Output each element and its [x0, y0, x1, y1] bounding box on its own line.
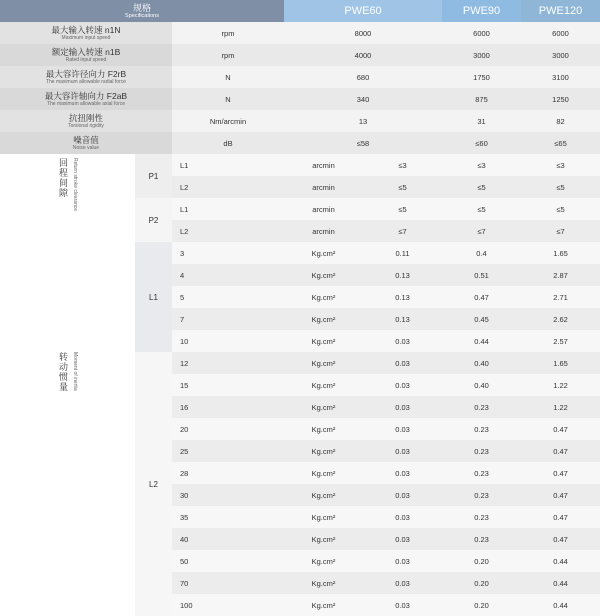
backlash-unit: arcmin	[284, 198, 363, 220]
inertia-value: 2.71	[521, 286, 600, 308]
inertia-value: 0.23	[442, 396, 521, 418]
spec-row-label-en: The maximum allowable radial force	[45, 79, 127, 85]
inertia-value: 0.23	[442, 506, 521, 528]
backlash-value: ≤3	[442, 154, 521, 176]
inertia-value: 2.87	[521, 264, 600, 286]
backlash-label-zh: 回程间隙	[58, 158, 68, 198]
backlash-value: ≤5	[521, 176, 600, 198]
inertia-value: 0.45	[442, 308, 521, 330]
inertia-ratio: 12	[172, 352, 284, 374]
inertia-value: 0.03	[363, 330, 442, 352]
inertia-unit: Kg.cm²	[284, 374, 363, 396]
inertia-unit: Kg.cm²	[284, 462, 363, 484]
inertia-unit: Kg.cm²	[284, 330, 363, 352]
inertia-value: 0.03	[363, 462, 442, 484]
backlash-value: ≤7	[521, 220, 600, 242]
backlash-level: L1	[172, 198, 284, 220]
inertia-value: 0.51	[442, 264, 521, 286]
inertia-section-label	[0, 242, 135, 616]
inertia-value: 0.47	[521, 484, 600, 506]
inertia-ratio: 100	[172, 594, 284, 616]
inertia-value: 0.23	[442, 462, 521, 484]
inertia-value: 0.20	[442, 550, 521, 572]
spec-row-value: 4000	[284, 44, 442, 66]
spec-row-unit: Nm/arcmin	[172, 110, 284, 132]
spec-row-value: 13	[284, 110, 442, 132]
inertia-ratio: 5	[172, 286, 284, 308]
inertia-value: 0.23	[442, 418, 521, 440]
inertia-unit: Kg.cm²	[284, 242, 363, 264]
inertia-value: 0.44	[521, 550, 600, 572]
inertia-value: 1.65	[521, 352, 600, 374]
inertia-ratio: 30	[172, 484, 284, 506]
backlash-value: ≤5	[442, 176, 521, 198]
spec-row	[0, 110, 600, 132]
inertia-value: 0.03	[363, 594, 442, 616]
inertia-value: 0.13	[363, 308, 442, 330]
inertia-value: 1.65	[521, 242, 600, 264]
spec-row-unit: rpm	[172, 44, 284, 66]
inertia-value: 0.03	[363, 550, 442, 572]
backlash-label-wrap	[0, 158, 135, 211]
backlash-unit: arcmin	[284, 154, 363, 176]
inertia-value: 0.47	[521, 440, 600, 462]
spec-row-value: 3000	[442, 44, 521, 66]
spec-row-label-zh: 最大容许轴向力 F2aB	[44, 91, 128, 101]
backlash-value: ≤5	[442, 198, 521, 220]
inertia-ratio: 50	[172, 550, 284, 572]
spec-row-label	[0, 66, 172, 88]
inertia-ratio: 15	[172, 374, 284, 396]
spec-row-value: 3100	[521, 66, 600, 88]
inertia-value: 0.11	[363, 242, 442, 264]
backlash-label-en: Return stroke clearance	[72, 158, 78, 212]
inertia-unit: Kg.cm²	[284, 528, 363, 550]
inertia-value: 2.62	[521, 308, 600, 330]
inertia-value: 0.44	[521, 594, 600, 616]
spec-row-label	[0, 44, 172, 66]
backlash-value: ≤7	[363, 220, 442, 242]
inertia-ratio: 3	[172, 242, 284, 264]
backlash-value: ≤3	[521, 154, 600, 176]
inertia-unit: Kg.cm²	[284, 286, 363, 308]
spec-row-label-zh: 最大输入转速 n1N	[51, 25, 121, 35]
spec-row-label-zh: 噪音值	[73, 135, 99, 145]
inertia-group-label: L2	[135, 352, 172, 616]
inertia-value: 0.44	[521, 572, 600, 594]
inertia-ratio: 25	[172, 440, 284, 462]
spec-row-label-zh: 最大容许径向力 F2rB	[45, 69, 127, 79]
spec-row-value: 6000	[442, 22, 521, 44]
inertia-value: 0.47	[521, 528, 600, 550]
spec-row	[0, 44, 600, 66]
inertia-ratio: 35	[172, 506, 284, 528]
inertia-value: 0.47	[521, 418, 600, 440]
inertia-value: 0.03	[363, 506, 442, 528]
spec-row-unit: dB	[172, 132, 284, 154]
spec-row-value: 3000	[521, 44, 600, 66]
inertia-unit: Kg.cm²	[284, 550, 363, 572]
spec-row-value: ≤58	[284, 132, 442, 154]
backlash-row	[0, 154, 600, 176]
model-header-pwe120: PWE120	[521, 0, 600, 22]
inertia-unit: Kg.cm²	[284, 594, 363, 616]
inertia-value: 1.22	[521, 396, 600, 418]
inertia-unit: Kg.cm²	[284, 418, 363, 440]
spec-row-label-en: Rated input speed	[65, 57, 107, 63]
inertia-value: 2.57	[521, 330, 600, 352]
inertia-value: 0.03	[363, 418, 442, 440]
spec-row-value: 6000	[521, 22, 600, 44]
backlash-section-label	[0, 154, 135, 242]
inertia-ratio: 28	[172, 462, 284, 484]
inertia-unit: Kg.cm²	[284, 352, 363, 374]
inertia-value: 0.4	[442, 242, 521, 264]
spec-row-unit: N	[172, 66, 284, 88]
inertia-value: 0.23	[442, 440, 521, 462]
spec-row-label	[0, 132, 172, 154]
spec-row-value: ≤65	[521, 132, 600, 154]
backlash-level: L1	[172, 154, 284, 176]
inertia-ratio: 20	[172, 418, 284, 440]
inertia-label-zh: 转动惯量	[58, 352, 68, 392]
inertia-value: 0.44	[442, 330, 521, 352]
spec-row	[0, 132, 600, 154]
spec-row-value: 340	[284, 88, 442, 110]
inertia-value: 0.47	[442, 286, 521, 308]
backlash-unit: arcmin	[284, 176, 363, 198]
inertia-ratio: 16	[172, 396, 284, 418]
inertia-group-label: L1	[135, 242, 172, 352]
model-header-pwe90: PWE90	[442, 0, 521, 22]
inertia-row	[0, 242, 600, 264]
spec-row	[0, 22, 600, 44]
spec-row-label-zh: 抗扭刚性	[68, 113, 103, 123]
backlash-value: ≤5	[363, 198, 442, 220]
header-row	[0, 0, 600, 22]
inertia-value: 0.03	[363, 572, 442, 594]
spec-row-value: 1750	[442, 66, 521, 88]
inertia-value: 0.13	[363, 286, 442, 308]
spec-row-value: 31	[442, 110, 521, 132]
inertia-ratio: 4	[172, 264, 284, 286]
backlash-value: ≤5	[521, 198, 600, 220]
inertia-value: 0.47	[521, 462, 600, 484]
inertia-value: 0.47	[521, 506, 600, 528]
spec-row-value: ≤60	[442, 132, 521, 154]
inertia-unit: Kg.cm²	[284, 506, 363, 528]
inertia-ratio: 10	[172, 330, 284, 352]
backlash-group-label: P2	[135, 198, 172, 242]
inertia-value: 0.40	[442, 374, 521, 396]
inertia-value: 0.03	[363, 528, 442, 550]
backlash-value: ≤5	[363, 176, 442, 198]
spec-row-label-en: The maximum allowable axial force	[46, 101, 126, 107]
spec-row-value: 1250	[521, 88, 600, 110]
spec-row-label	[0, 88, 172, 110]
spec-row-label-en: Torsional rigidity	[68, 123, 104, 129]
inertia-value: 0.03	[363, 374, 442, 396]
spec-row-value: 82	[521, 110, 600, 132]
spec-header-zh: 规格	[132, 2, 151, 13]
inertia-value: 1.22	[521, 374, 600, 396]
backlash-unit: arcmin	[284, 220, 363, 242]
backlash-level: L2	[172, 220, 284, 242]
spec-row-unit: rpm	[172, 22, 284, 44]
inertia-value: 0.40	[442, 352, 521, 374]
spec-row-value: 875	[442, 88, 521, 110]
backlash-value: ≤3	[363, 154, 442, 176]
spec-row-label	[0, 110, 172, 132]
inertia-unit: Kg.cm²	[284, 484, 363, 506]
model-header-pwe60: PWE60	[284, 0, 442, 22]
spec-row-value: 680	[284, 66, 442, 88]
inertia-unit: Kg.cm²	[284, 308, 363, 330]
inertia-value: 0.20	[442, 594, 521, 616]
spec-header-en: Specifications	[125, 12, 159, 19]
inertia-unit: Kg.cm²	[284, 440, 363, 462]
backlash-level: L2	[172, 176, 284, 198]
inertia-label-wrap	[0, 352, 135, 392]
inertia-unit: Kg.cm²	[284, 572, 363, 594]
spec-row-label-en: Maximum input speed	[61, 35, 111, 41]
inertia-unit: Kg.cm²	[284, 264, 363, 286]
spec-row-value: 8000	[284, 22, 442, 44]
spec-row-label-en: Noise value	[72, 145, 100, 151]
inertia-value: 0.20	[442, 572, 521, 594]
inertia-value: 0.03	[363, 396, 442, 418]
spec-row-label	[0, 22, 172, 44]
inertia-label-en: Moment of inertia	[72, 352, 78, 391]
backlash-value: ≤7	[442, 220, 521, 242]
inertia-value: 0.23	[442, 484, 521, 506]
spec-row	[0, 88, 600, 110]
inertia-ratio: 70	[172, 572, 284, 594]
inertia-ratio: 7	[172, 308, 284, 330]
spec-row-unit: N	[172, 88, 284, 110]
inertia-value: 0.23	[442, 528, 521, 550]
inertia-value: 0.03	[363, 352, 442, 374]
spec-header	[0, 0, 284, 22]
inertia-unit: Kg.cm²	[284, 396, 363, 418]
backlash-group-label: P1	[135, 154, 172, 198]
inertia-value: 0.13	[363, 264, 442, 286]
inertia-ratio: 40	[172, 528, 284, 550]
spec-row-label-zh: 额定输入转速 n1B	[51, 47, 121, 57]
inertia-value: 0.03	[363, 440, 442, 462]
inertia-value: 0.03	[363, 484, 442, 506]
spec-row	[0, 66, 600, 88]
